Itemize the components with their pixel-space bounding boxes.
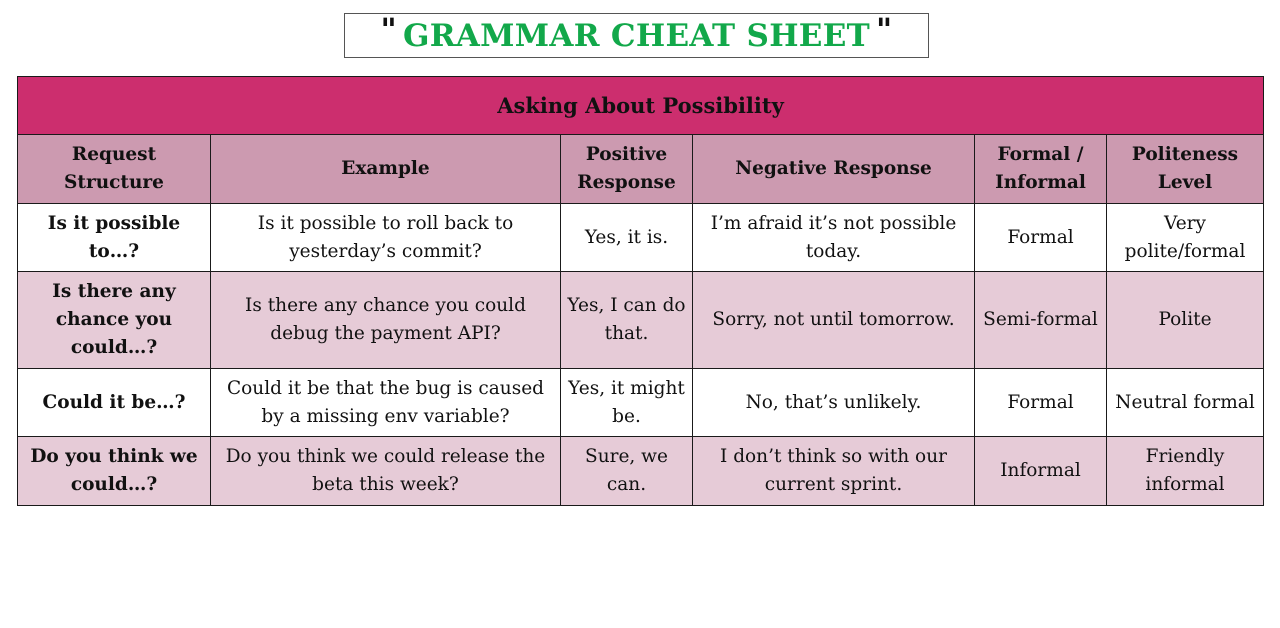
table-caption: Asking About Possibility [18,77,1264,135]
cell-example: Do you think we could release the beta this week? [211,437,561,506]
cell-politeness: Polite [1107,272,1264,369]
header-request-structure: Request Structure [18,135,211,204]
cell-structure: Is it possible to…? [18,204,211,272]
cell-negative: No, that’s unlikely. [693,369,975,437]
header-formality: Formal / Informal [975,135,1107,204]
header-politeness-level: Politeness Level [1107,135,1264,204]
cell-politeness: Very polite/formal [1107,204,1264,272]
cell-negative: I don’t think so with our current sprint. [693,437,975,506]
cell-example: Could it be that the bug is caused by a missing env variable? [211,369,561,437]
cell-negative: Sorry, not until tomorrow. [693,272,975,369]
header-example: Example [211,135,561,204]
cell-positive: Yes, it might be. [561,369,693,437]
cell-example: Is there any chance you could debug the payment API? [211,272,561,369]
cell-positive: Yes, I can do that. [561,272,693,369]
cell-formality: Formal [975,369,1107,437]
title-open-quote: " [380,11,397,48]
page-title-box [344,13,929,58]
table-row [18,272,1264,369]
cell-formality: Semi-formal [975,272,1107,369]
table-row [18,204,1264,272]
cell-politeness: Neutral formal [1107,369,1264,437]
header-positive-response: Positive Response [561,135,693,204]
table-row [18,369,1264,437]
table-caption-row [18,77,1264,135]
cell-structure: Is there any chance you could…? [18,272,211,369]
title-close-quote: " [876,11,893,48]
cell-structure: Do you think we could…? [18,437,211,506]
page-title: GRAMMAR CHEAT SHEET [402,17,871,54]
possibility-table [17,76,1264,506]
cell-structure: Could it be…? [18,369,211,437]
cell-formality: Informal [975,437,1107,506]
cell-positive: Yes, it is. [561,204,693,272]
table-header-row [18,135,1264,204]
cell-positive: Sure, we can. [561,437,693,506]
cell-formality: Formal [975,204,1107,272]
header-negative-response: Negative Response [693,135,975,204]
cell-politeness: Friendly informal [1107,437,1264,506]
table-row [18,437,1264,506]
cell-negative: I’m afraid it’s not possible today. [693,204,975,272]
cell-example: Is it possible to roll back to yesterday’s commit? [211,204,561,272]
